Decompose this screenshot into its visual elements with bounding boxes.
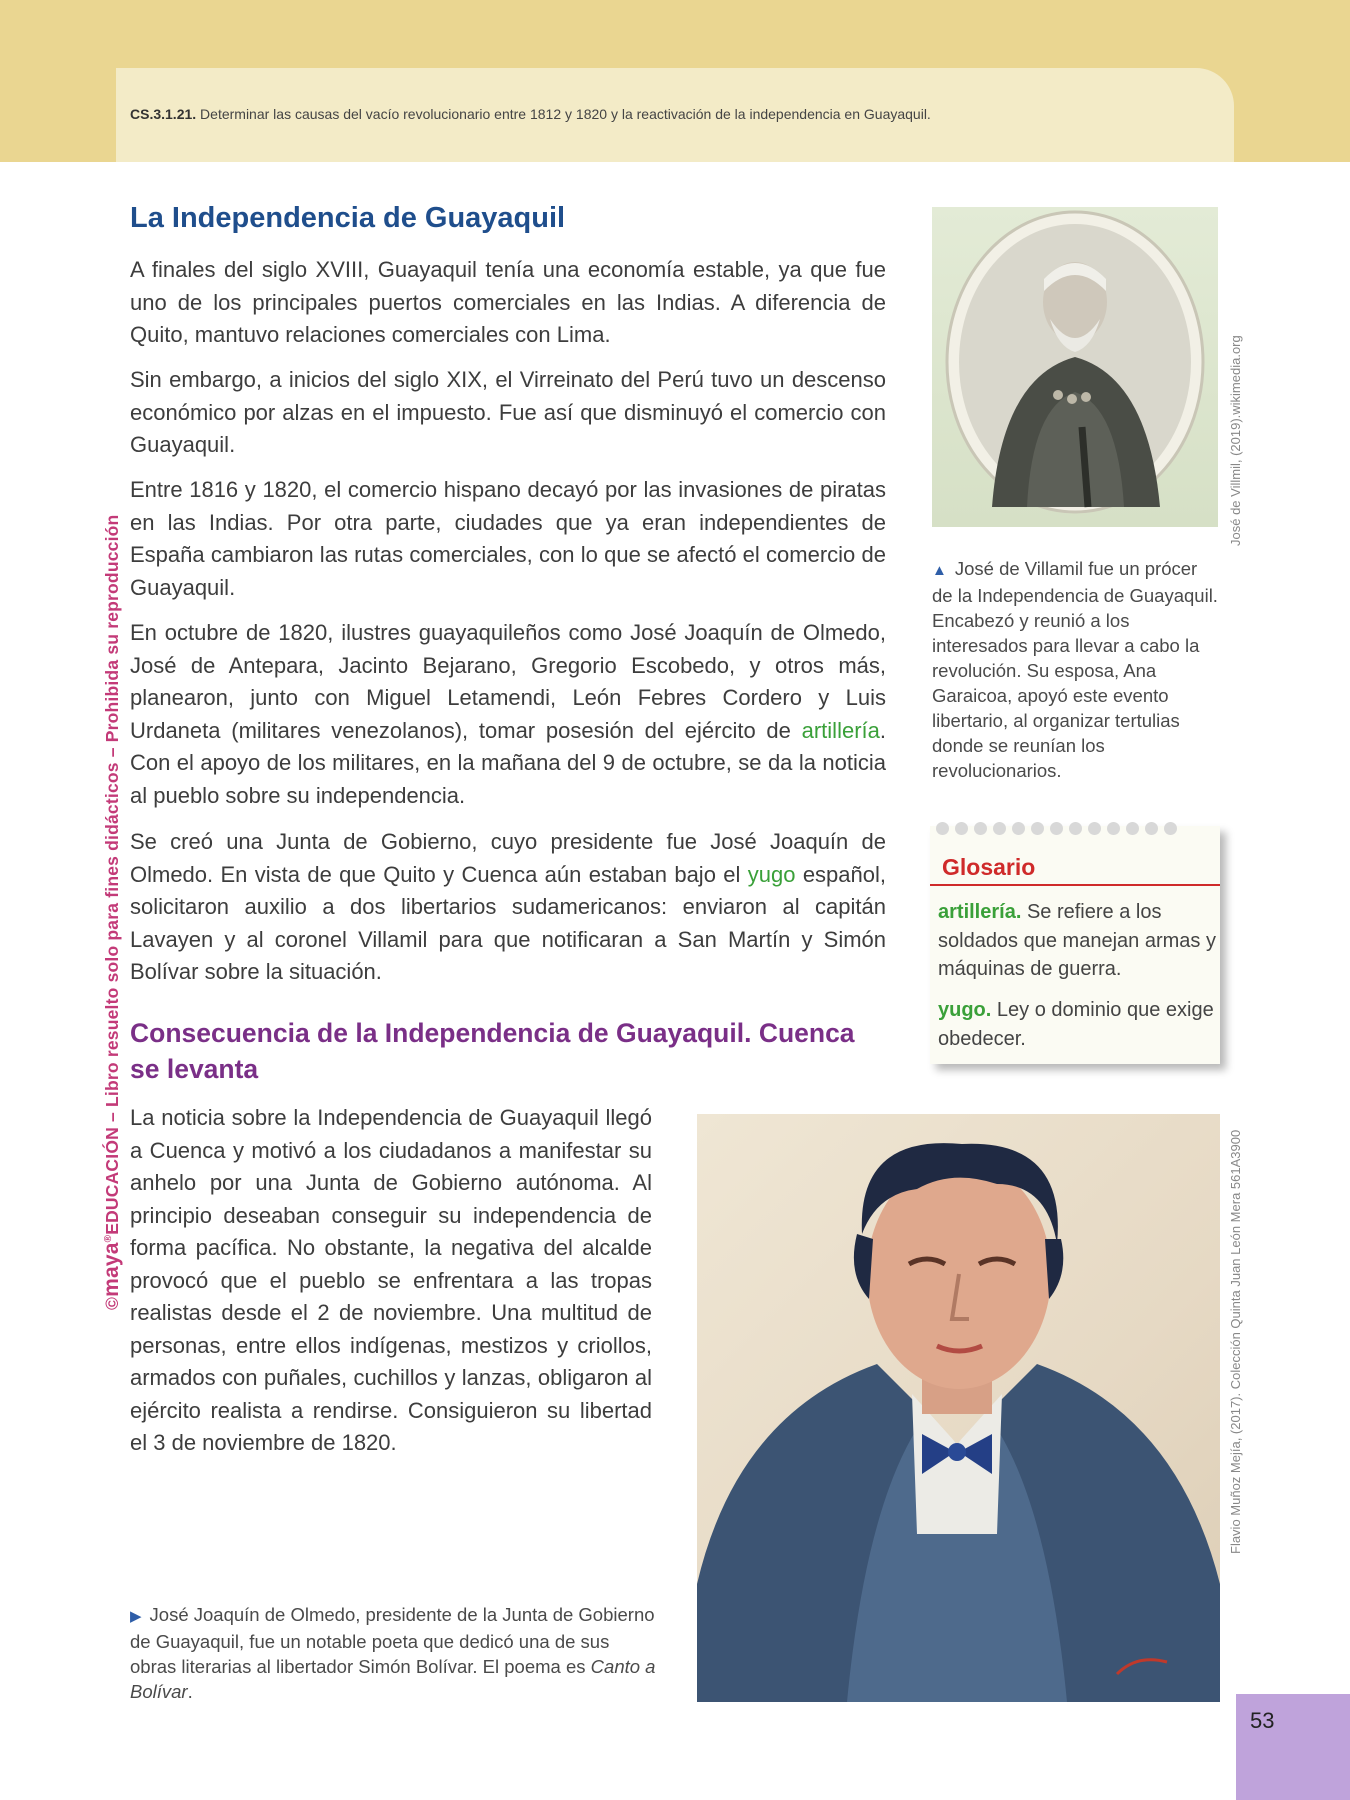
paragraph-3: Entre 1816 y 1820, el comercio hispano decayó por las invasiones de piratas en las Indias. Por otra parte, ciudades que ya eran independientes de España cambiaron las rutas comerciales, con lo que se afectó el comercio de Guayaquil.: [130, 477, 886, 600]
section-title-consecuencia: Consecuencia de la Independencia de Guayaquil. Cuenca se levanta: [130, 1018, 855, 1084]
paragraph-5: [130, 826, 886, 989]
caption-villamil: [932, 556, 1222, 783]
glossary-box: [930, 826, 1220, 1064]
glossary-divider: [930, 884, 1220, 886]
glossary-definition: Ley o dominio que exige obedecer.: [938, 999, 1214, 1050]
objective-text: [130, 106, 1220, 122]
paragraph-4: [130, 617, 886, 812]
ring-icon: [993, 822, 1006, 835]
paragraph-4-text-b: . Con el apoyo de los militares, en la mañana del 9 de octubre, se da la noticia al pueblo sobre su independencia.: [130, 717, 886, 808]
olmedo-portrait-drawing: [697, 1114, 1220, 1702]
objective-description: Determinar las causas del vacío revolucionario entre 1812 y 1820 y la reactivación de la independencia en Guayaquil.: [200, 106, 931, 122]
villamil-portrait-drawing: [932, 207, 1218, 527]
credit-olmedo: Flavio Muñoz Mejía, (2017). Colección Quinta Juan León Mera 561A3900: [1228, 1129, 1243, 1554]
copyright-symbol: ©: [102, 1296, 122, 1310]
paragraph-5-text-a: Se creó una Junta de Gobierno, cuyo presidente fue José Joaquín de Olmedo. En vista de que Quito y Cuenca aún estaban bajo el: [130, 829, 886, 887]
ring-icon: [1050, 822, 1063, 835]
ring-icon: [955, 822, 968, 835]
caption-olmedo-end: .: [187, 1681, 193, 1702]
poem-title: Canto a Bolívar: [130, 1656, 656, 1702]
ring-icon: [974, 822, 987, 835]
glossary-entry-yugo: [938, 996, 1216, 1053]
vertical-copyright: [100, 490, 124, 1310]
ring-icon: [1164, 822, 1177, 835]
ring-icon: [1126, 822, 1139, 835]
paragraph-1: A finales del siglo XVIII, Guayaquil tenía una economía estable, ya que fue uno de los principales puertos comerciales en las Indias. A diferencia de Quito, mantuvo relaciones comerciales con Lima.: [130, 257, 886, 347]
ring-icon: [1107, 822, 1120, 835]
paragraph-4-text-a: En octubre de 1820, ilustres guayaquileños como José Joaquín de Olmedo, José de Antepara, Jacinto Bejarano, Gregorio Escobedo, y otros más, planearon, junto con Miguel Letamendi, León Febres Cordero y Luis Urdaneta (militares venezolanos), tomar posesión del ejército de: [130, 620, 886, 743]
keyword-artilleria[interactable]: artillería: [801, 717, 880, 743]
ring-icon: [1069, 822, 1082, 835]
page-number: 53: [1250, 1708, 1275, 1733]
glossary-term: artillería.: [938, 901, 1022, 923]
caption-olmedo-text: José Joaquín de Olmedo, presidente de la Junta de Gobierno de Guayaquil, fue un notable poeta que dedicó una de sus obras literarias al libertador Simón Bolívar. El poema es: [130, 1604, 655, 1677]
credit-villamil: José de Villmil, (2019).wikimedia.org: [1228, 335, 1243, 546]
paragraph-5-text-b: español, solicitaron auxilio a dos libertarios sudamericanos: enviaron al capitán Lavayen y al coronel Villamil para que notificaran a San Martín y Simón Bolívar sobre la situación.: [130, 861, 886, 984]
caption-olmedo: [130, 1602, 660, 1704]
caption-villamil-text: José de Villamil fue un prócer de la Independencia de Guayaquil. Encabezó y reunió a los interesados para llevar a cabo la revolución. Su esposa, Ana Garaicoa, apoyó este evento libertario, al organizar tertulias donde se reunían los revolucionarios.: [932, 558, 1218, 781]
ring-icon: [1012, 822, 1025, 835]
brand-logo-text: maya: [100, 1242, 123, 1297]
paragraph-2: Sin embargo, a inicios del siglo XIX, el Virreinato del Perú tuvo un descenso económico por alzas en el impuesto. Fue así que disminuyó el comercio con Guayaquil.: [130, 367, 886, 457]
glossary-title: Glosario: [942, 854, 1036, 880]
ring-icon: [1145, 822, 1158, 835]
olmedo-portrait-image: [697, 1114, 1220, 1702]
ring-icon: [936, 822, 949, 835]
glossary-term: yugo.: [938, 999, 992, 1021]
registered-mark: ®: [103, 1234, 115, 1243]
copyright-text: EDUCACIÓN – Libro resuelto solo para fines didácticos – Prohibida su reproducción: [102, 514, 122, 1235]
villamil-portrait-image: [932, 207, 1218, 527]
keyword-yugo[interactable]: yugo: [747, 861, 796, 887]
glossary-definition: Se refiere a los soldados que manejan armas y máquinas de guerra.: [938, 901, 1216, 980]
caption-triangle-right-icon: ▶: [130, 1608, 142, 1625]
paragraph-cuenca: La noticia sobre la Independencia de Guayaquil llegó a Cuenca y motivó a los ciudadanos a manifestar su anhelo por una Junta de Gobierno autónoma. Al principio deseaban conseguir su independencia de forma pacífica. No obstante, la negativa del alcalde provocó que el pueblo se enfrentara a las tropas realistas desde el 2 de noviembre. Una multitud de personas, entre ellos indígenas, mestizos y criollos, armados con puñales, cuchillos y lanzas, obligaron al ejército realista a rendirse. Consiguieron su libertad el 3 de noviembre de 1820.: [130, 1105, 652, 1455]
ring-icon: [1031, 822, 1044, 835]
objective-code: CS.3.1.21.: [130, 106, 197, 122]
caption-triangle-up-icon: ▲: [932, 562, 947, 579]
ring-icon: [1088, 822, 1101, 835]
glossary-entry-artilleria: [938, 898, 1216, 984]
notebook-rings: [936, 822, 1216, 838]
section-title-independencia: La Independencia de Guayaquil: [130, 202, 566, 234]
